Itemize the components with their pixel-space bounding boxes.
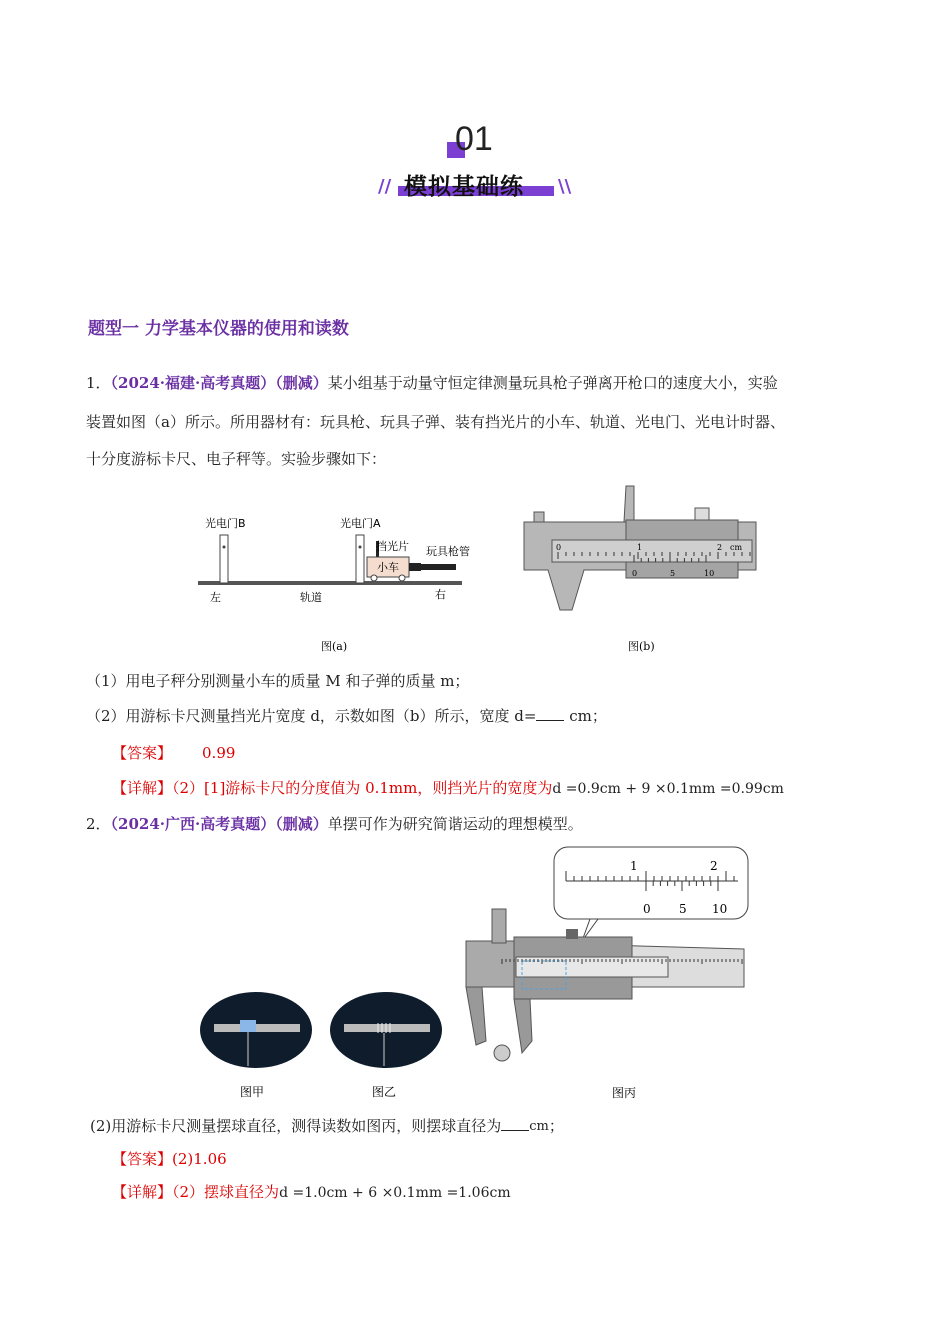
- gate-b-post: [220, 535, 228, 583]
- label-gun-tube: 玩具枪管: [426, 545, 470, 558]
- q1-detail-formula: d =0.9cm + 9 ×0.1mm =0.99cm: [552, 781, 784, 797]
- section-title: 模拟基础练: [404, 174, 524, 200]
- q2-detail-label: 【详解】: [112, 1183, 173, 1201]
- slash-decoration-right: \\: [558, 176, 572, 197]
- gate-a-post: [356, 535, 364, 583]
- q2-answer: [112, 1143, 896, 1176]
- b-vern-10: 10: [704, 569, 715, 578]
- slash-decoration-left: //: [378, 176, 392, 197]
- q2-answer-label: 【答案】: [112, 1150, 173, 1168]
- b-main-0: 0: [556, 543, 562, 552]
- b-vern-5: 5: [670, 569, 676, 578]
- q1-part1: （1）用电子秤分别测量小车的质量 M 和子弹的质量 m；: [86, 672, 470, 690]
- q1-source: （2024·福建·高考真题）（删减）: [110, 374, 328, 392]
- q2-part2-post: ；: [548, 1117, 564, 1135]
- q2-part2-unit: cm: [529, 1119, 549, 1134]
- q1-detail-text: （2）[1]游标卡尺的分度值为 0.1mm，则挡光片的宽度为: [172, 779, 553, 797]
- q1-line3: 十分度游标卡尺、电子秤等。实验步骤如下：: [86, 450, 387, 468]
- label-gate-a: 光电门A: [340, 517, 381, 530]
- label-gate-b: 光电门B: [205, 517, 246, 530]
- b-unit: cm: [730, 543, 743, 552]
- zoom-vern-10: 10: [712, 902, 728, 916]
- q2-detail-text: （2）摆球直径为: [172, 1183, 280, 1201]
- b-main-1: 1: [637, 543, 643, 552]
- q1-answer-label: 【答案】: [112, 744, 173, 762]
- q1-answer-value: 0.99: [202, 744, 236, 762]
- label-left: 左: [210, 591, 221, 604]
- figure-a: [190, 505, 470, 655]
- zoom-vern-0: 0: [643, 902, 651, 916]
- q1-part2: [86, 700, 870, 733]
- label-track: 轨道: [300, 591, 322, 604]
- q1-line1: [86, 367, 870, 400]
- zoom-vern-5: 5: [679, 902, 687, 916]
- caption-jia: 图甲: [240, 1085, 265, 1099]
- q2-source: （2024·广西·高考真题）（删减）: [110, 815, 328, 833]
- q2-detail: [112, 1176, 872, 1210]
- q1-answer: [112, 737, 896, 770]
- q1-detail: [112, 772, 872, 806]
- q1-part2-text: （2）用游标卡尺测量挡光片宽度 d，示数如图（b）所示，宽度 d=: [86, 707, 537, 725]
- figure-bing: [462, 845, 752, 1100]
- q1-answer-blank: [536, 706, 564, 721]
- q2-part2-text: (2)用游标卡尺测量摆球直径，测得读数如图丙，则摆球直径为: [90, 1117, 502, 1135]
- q2-line1: [86, 808, 870, 841]
- q1-line2: 装置如图（a）所示。所用器材有：玩具枪、玩具子弹、装有挡光片的小车、轨道、光电门、光电计时器、: [86, 413, 785, 431]
- zoom-main-1: 1: [630, 859, 638, 873]
- figure-photos: [198, 990, 448, 1100]
- q2-number: 2．: [86, 815, 111, 833]
- b-main-2: 2: [717, 543, 723, 552]
- q2-answer-value: (2)1.06: [172, 1150, 227, 1168]
- section-title-block: [378, 168, 574, 202]
- caption-yi: 图乙: [372, 1085, 397, 1099]
- label-cart: 小车: [377, 561, 399, 574]
- q1-detail-label: 【详解】: [112, 779, 173, 797]
- q1-number: 1．: [86, 374, 111, 392]
- gun-tube: [421, 564, 456, 570]
- caption-bing: 图丙: [612, 1086, 637, 1100]
- zoom-main-2: 2: [710, 859, 718, 873]
- q2-answer-blank: [501, 1116, 529, 1131]
- caption-b: 图(b): [628, 640, 655, 653]
- figure-b: [520, 482, 760, 657]
- q2-detail-formula: d =1.0cm + 6 ×0.1mm =1.06cm: [279, 1185, 511, 1201]
- q2-part2: [90, 1110, 874, 1143]
- label-shutter: 挡光片: [376, 540, 409, 553]
- q1-part2-unit: cm；: [564, 707, 607, 725]
- label-right: 右: [435, 588, 446, 601]
- section-number: 01: [455, 120, 493, 158]
- q2-text: 单摆可作为研究简谐运动的理想模型。: [327, 815, 583, 833]
- type-heading: 题型一 力学基本仪器的使用和读数: [88, 319, 349, 339]
- b-vern-0: 0: [632, 569, 638, 578]
- q1-text-1: 某小组基于动量守恒定律测量玩具枪子弹离开枪口的速度大小，实验: [327, 374, 778, 392]
- caption-a: 图(a): [321, 640, 348, 653]
